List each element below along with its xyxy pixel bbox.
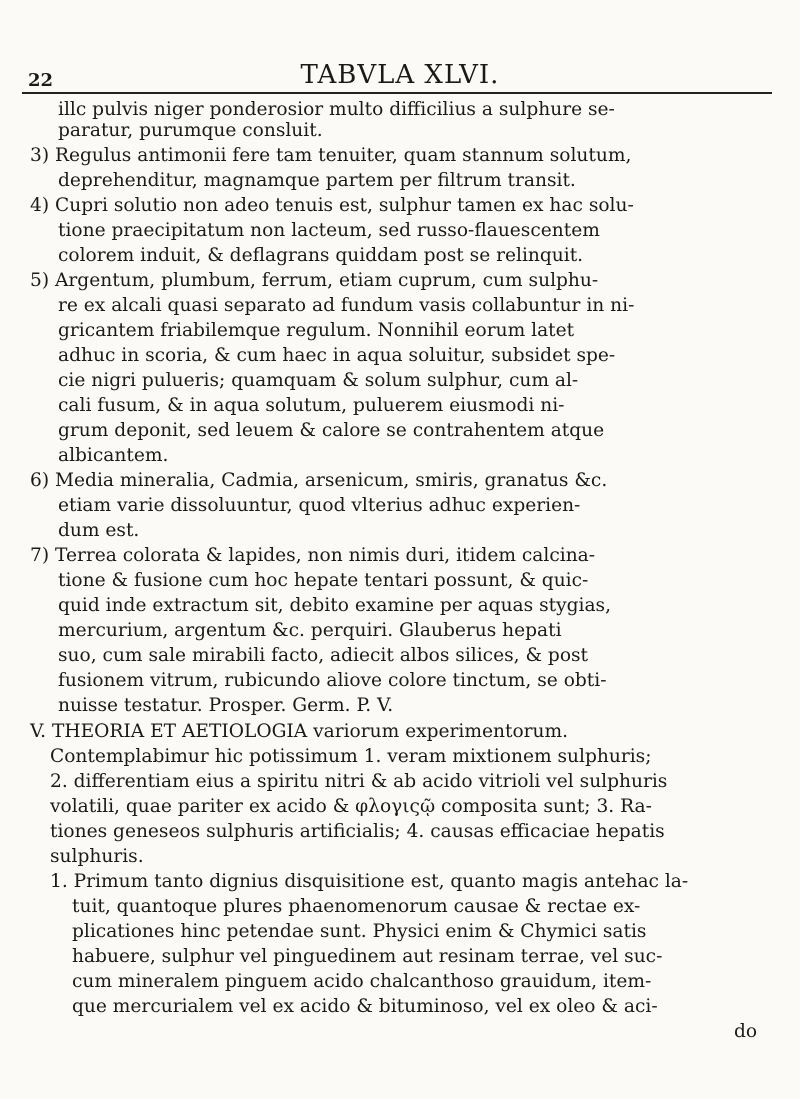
text-line: dum est.: [58, 520, 140, 541]
text-line: suo, cum sale mirabili facto, adiecit albos silices, & post: [58, 645, 589, 666]
text-line: tione praecipitatum non lacteum, sed russo-flauescentem: [58, 220, 600, 241]
header-rule: [22, 92, 772, 94]
text-line: que mercurialem vel ex acido & bituminoso, vel ex oleo & aci-: [72, 996, 658, 1017]
text-line: illc pulvis niger ponderosior multo difficilius a sulphure se-: [58, 99, 615, 120]
text-line: fusionem vitrum, rubicundo aliove colore tinctum, se obti-: [58, 670, 607, 691]
text-line: etiam varie dissoluuntur, quod vlterius adhuc experien-: [58, 495, 581, 516]
text-line: 3) Regulus antimonii fere tam tenuiter, quam stannum solutum,: [30, 145, 632, 166]
text-line: quid inde extractum sit, debito examine per aquas stygias,: [58, 595, 611, 616]
page-number: 22: [28, 70, 54, 91]
running-head: TABVLA XLVI.: [300, 60, 500, 90]
text-line: 7) Terrea colorata & lapides, non nimis duri, itidem calcina-: [30, 545, 596, 566]
text-line: 4) Cupri solutio non adeo tenuis est, sulphur tamen ex hac solu-: [30, 195, 634, 216]
catchword: do: [734, 1021, 758, 1042]
text-line: adhuc in scoria, & cum haec in aqua soluitur, subsidet spe-: [58, 345, 616, 366]
text-line: re ex alcali quasi separato ad fundum vasis collabuntur in ni-: [58, 295, 635, 316]
text-line: Contemplabimur hic potissimum 1. veram mixtionem sulphuris;: [50, 746, 652, 767]
text-line: 5) Argentum, plumbum, ferrum, etiam cuprum, cum sulphu-: [30, 270, 599, 291]
text-line: grum deponit, sed leuem & calore se contrahentem atque: [58, 420, 605, 441]
text-line: tione & fusione cum hoc hepate tentari possunt, & quic-: [58, 570, 589, 591]
text-line: plicationes hinc petendae sunt. Physici enim & Chymici satis: [72, 921, 647, 942]
text-line: colorem induit, & deflagrans quiddam post se relinquit.: [58, 245, 584, 266]
text-line: volatili, quae pariter ex acido & φλογιςῷ composita sunt; 3. Ra-: [50, 796, 652, 817]
text-line: paratur, purumque consluit.: [58, 120, 323, 141]
text-line: deprehenditur, magnamque partem per filtrum transit.: [58, 170, 576, 191]
text-line: cie nigri pulueris; quamquam & solum sulphur, cum al-: [58, 370, 579, 391]
text-line: 6) Media mineralia, Cadmia, arsenicum, smiris, granatus &c.: [30, 470, 608, 491]
text-line: cum mineralem pinguem acido chalcanthoso grauidum, item-: [72, 971, 652, 992]
text-line: gricantem friabilemque regulum. Nonnihil eorum latet: [58, 320, 575, 341]
text-line: cali fusum, & in aqua solutum, puluerem eiusmodi ni-: [58, 395, 565, 416]
text-line: 2. differentiam eius a spiritu nitri & ab acido vitrioli vel sulphuris: [50, 771, 668, 792]
text-line: sulphuris.: [50, 846, 144, 867]
text-line: nuisse testatur. Prosper. Germ. P. V.: [58, 695, 394, 716]
text-line: tuit, quantoque plures phaenomenorum causae & rectae ex-: [72, 896, 641, 917]
text-line: mercurium, argentum &c. perquiri. Glauberus hepati: [58, 620, 562, 641]
text-line: tiones geneseos sulphuris artificialis; 4. causas efficaciae hepatis: [50, 821, 665, 842]
text-line: habuere, sulphur vel pinguedinem aut resinam terrae, vel suc-: [72, 946, 663, 967]
text-line: albicantem.: [58, 445, 169, 466]
text-line: 1. Primum tanto dignius disquisitione est, quanto magis antehac la-: [50, 871, 689, 892]
section-heading: V. THEORIA ET AETIOLOGIA variorum experimentorum.: [30, 721, 569, 742]
